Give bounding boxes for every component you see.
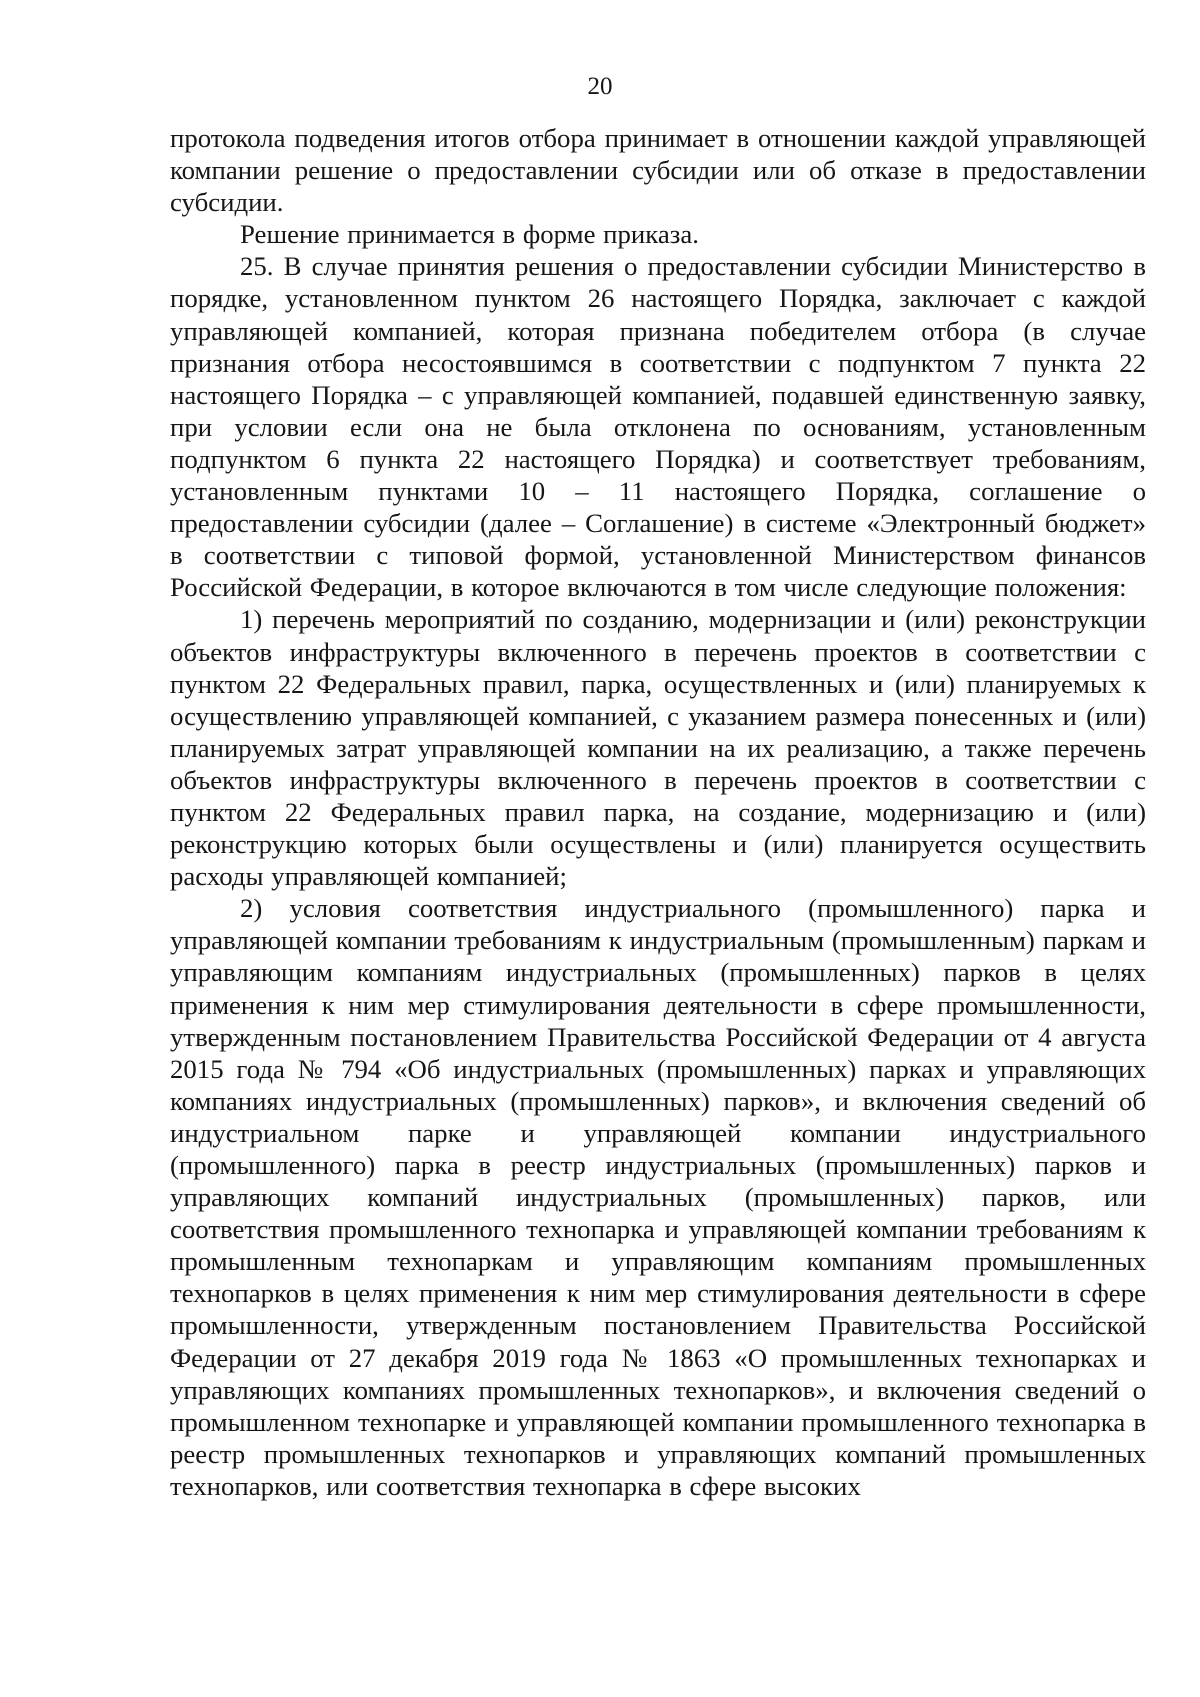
page-number: 20 [587, 73, 613, 100]
paragraph-clause-25: 25. В случае принятия решения о предоставлении субсидии Министерство в порядке, установленном пунктом 26 настоящего Порядка, заключает с каждой управляющей компанией, которая признана победителем отбора (в случае признания отбора несостоявшимся в соответствии с подпунктом 7 пункта 22 настоящего Порядка – с управляющей компанией, подавшей единственную заявку, при условии если она не была отклонена по основаниям, установленным подпунктом 6 пункта 22 настоящего Порядка) и соответствует требованиям, установленным пунктами 10 – 11 настоящего Порядка, соглашение о предоставлении субсидии (далее – Соглашение) в системе «Электронный бюджет» в соответствии с типовой формой, установленной Министерством финансов Российской Федерации, в которое включаются в том числе следующие положения: [170, 251, 1146, 603]
document-body [170, 122, 1146, 1502]
paragraph-decision-form: Решение принимается в форме приказа. [240, 219, 699, 250]
paragraph-item-2: 2) условия соответствия индустриального (промышленного) парка и управляющей компании требованиям к индустриальным (промышленным) паркам и управляющим компаниям индустриальных (промышленных) парков в целях применения к ним мер стимулирования деятельности в сфере промышленности, утвержденным постановлением Правительства Российской Федерации от 4 августа 2015 года № 794 «Об индустриальных (промышленных) парках и управляющих компаниях индустриальных (промышленных) парков», и включения сведений об индустриальном парке и управляющей компании индустриального (промышленного) парка в реестр индустриальных (промышленных) парков и управляющих компаний индустриальных (промышленных) парков, или соответствия промышленного технопарка и управляющей компании требованиям к промышленным технопаркам и управляющим компаниям промышленных технопарков в целях применения к ним мер стимулирования деятельности в сфере промышленности, утвержденным постановлением Правительства Российской Федерации от 27 декабря 2019 года № 1863 «О промышленных технопарках и управляющих компаниях промышленных технопарков», и включения сведений о промышленном технопарке и управляющей компании промышленного технопарка в реестр промышленных технопарков и управляющих компаний промышленных технопарков, или соответствия технопарка в сфере высоких [170, 893, 1146, 1501]
paragraph-item-1: 1) перечень мероприятий по созданию, модернизации и (или) реконструкции объектов инфраструктуры включенного в перечень проектов в соответствии с пунктом 22 Федеральных правил, парка, осуществленных и (или) планируемых к осуществлению управляющей компанией, с указанием размера понесенных и (или) планируемых затрат управляющей компании на их реализацию, а также перечень объектов инфраструктуры включенного в перечень проектов в соответствии с пунктом 22 Федеральных правил парка, на создание, модернизацию и (или) реконструкцию которых были осуществлены и (или) планируется осуществить расходы управляющей компанией; [170, 604, 1146, 892]
paragraph-continuation: протокола подведения итогов отбора принимает в отношении каждой управляющей компании решение о предоставлении субсидии или об отказе в предоставлении субсидии. [170, 123, 1146, 218]
